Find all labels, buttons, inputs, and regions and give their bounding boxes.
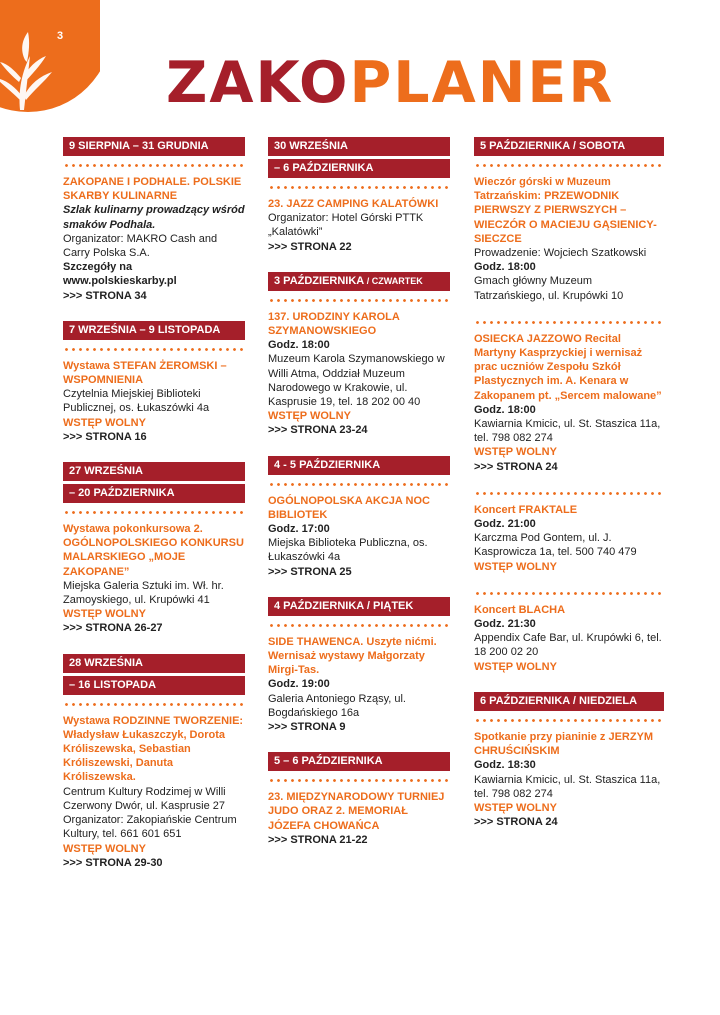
- free-entry-label: WSTĘP WOLNY: [63, 608, 146, 621]
- page-number: 3: [57, 30, 64, 42]
- free-entry-label: WSTĘP WOLNY: [474, 660, 557, 673]
- event-entry: [268, 197, 450, 254]
- event-title: Wystawa STEFAN ŻEROMSKI – WSPOMNIENIA: [63, 359, 227, 387]
- date-header-line: [69, 465, 239, 478]
- event-column-3: [474, 137, 664, 847]
- page-reference: >>> STRONA 22: [268, 240, 352, 253]
- date-header-text: – 16 LISTOPADA: [69, 678, 157, 691]
- event-title: Wieczór górski w Muzeum Tatrzańskim: PRZEWODNIK PIERWSZY Z PIERWSZYCH – WIECZÓR O MACIEJU GĄSIENICY-SIECZCE: [474, 176, 657, 245]
- event-details: Appendix Cafe Bar, ul. Krupówki 6, tel. 18 200 02 20: [474, 632, 662, 659]
- date-header-line: [480, 140, 658, 153]
- logo-part-planer: PLANER: [349, 49, 615, 116]
- event-subtitle: Szlak kulinarny prowadzący wśród smaków Podhala.: [63, 204, 245, 231]
- page-reference: >>> STRONA 24: [474, 816, 558, 829]
- event-entry: [474, 503, 664, 574]
- date-header-text: 5 PAŹDZIERNIKA / SOBOTA: [480, 140, 626, 152]
- event-details: Miejska Biblioteka Publiczna, os. Łukaszówki 4a: [268, 537, 428, 564]
- event-column-1: [63, 137, 245, 888]
- date-section: [63, 137, 245, 303]
- event-time: Godz. 21:00: [474, 518, 536, 531]
- event-title: OSIECKA JAZZOWO Recital Martyny Kasprzyckiej i wernisaż prac uczniów Zespołu Szkół Plastycznych im. A. Kenara w Zakopanem pt. „Sercem malowane”: [474, 332, 662, 402]
- page-reference: >>> STRONA 16: [63, 430, 147, 443]
- date-header-text: 7 WRZEŚNIA – 9 LISTOPADA: [69, 323, 221, 336]
- date-header: [268, 456, 450, 475]
- date-header-line: [69, 657, 239, 670]
- dotted-divider: [474, 492, 664, 495]
- page-reference: >>> STRONA 29-30: [63, 856, 163, 869]
- event-title: OGÓLNOPOLSKA AKCJA NOC BIBLIOTEK: [268, 494, 430, 521]
- free-entry-label: WSTĘP WOLNY: [63, 416, 146, 429]
- date-header-line: [274, 459, 444, 472]
- event-time: Godz. 17:00: [268, 523, 330, 536]
- event-more-info: Szczegóły na www.polskieskarby.pl: [63, 261, 177, 288]
- event-title: Spotkanie przy pianinie z JERZYM CHRUŚCIŃSKIM: [474, 730, 654, 758]
- date-header-line: [274, 275, 444, 288]
- date-header-text: 5 – 6 PAŹDZIERNIKA: [274, 755, 383, 768]
- dotted-divider: [474, 321, 664, 324]
- event-entry: [63, 522, 245, 636]
- event-details: Muzeum Karola Szymanowskiego w Willi Atma, Oddział Muzeum Narodowego w Krakowie, ul. Kasprusie 19, tel. 18 202 00 40: [268, 353, 445, 409]
- date-header-text: 9 SIERPNIA – 31 GRUDNIA: [69, 140, 209, 152]
- date-section: [63, 654, 245, 870]
- dotted-divider: [474, 164, 664, 167]
- date-header: [63, 462, 245, 503]
- event-entry: [474, 730, 664, 829]
- dotted-divider: [474, 719, 664, 722]
- free-entry-label: WSTĘP WOLNY: [474, 801, 557, 814]
- dotted-divider: [63, 348, 245, 351]
- date-section: [474, 692, 664, 829]
- event-entry: [268, 635, 450, 734]
- zakoplaner-logo: [166, 49, 615, 116]
- date-header: [268, 597, 450, 616]
- date-header: [63, 654, 245, 695]
- dotted-divider: [268, 186, 450, 189]
- event-title: Wystawa RODZINNE TWORZENIE: Władysław Łukaszczyk, Dorota Króliszewska, Sebastian Króliszewski, Danuta Króliszewska.: [63, 714, 244, 784]
- free-entry-label: WSTĘP WOLNY: [474, 560, 557, 573]
- dotted-divider: [268, 624, 450, 627]
- date-header-weekday: / CZWARTEK: [364, 275, 423, 286]
- date-header: [268, 272, 450, 291]
- date-header-text: – 6 PAŹDZIERNIKA: [274, 162, 374, 174]
- date-header-text: 4 PAŹDZIERNIKA / PIĄTEK: [274, 599, 414, 612]
- free-entry-label: WSTĘP WOLNY: [268, 410, 351, 423]
- event-details: Miejska Galeria Sztuki im. Wł. hr. Zamoyskiego, ul. Krupówki 41: [63, 579, 224, 607]
- dotted-divider: [268, 779, 450, 782]
- page-reference: >>> STRONA 34: [63, 289, 147, 302]
- event-title: SIDE THAWENCA. Uszyte nićmi. Wernisaż wystawy Małgorzaty Mirgi-Tas.: [268, 635, 437, 677]
- event-title: 23. JAZZ CAMPING KALATÓWKI: [268, 198, 439, 210]
- date-header-text: 4 - 5 PAŹDZIERNIKA: [274, 458, 381, 471]
- event-entry: [474, 175, 664, 303]
- event-details: Organizator: MAKRO Cash and Carry Polska S.A.: [63, 232, 218, 260]
- date-header-line: [480, 695, 658, 708]
- page-reference: >>> STRONA 25: [268, 565, 352, 578]
- date-header: [268, 752, 450, 771]
- date-header-text: – 20 PAŹDZIERNIKA: [69, 487, 175, 500]
- page-reference: >>> STRONA 9: [268, 721, 346, 734]
- date-header-line: [69, 324, 239, 337]
- dotted-divider: [268, 483, 450, 486]
- event-entry: [268, 310, 450, 438]
- date-header-line: [274, 755, 444, 768]
- date-header: [268, 137, 450, 178]
- date-header-text: 3 PAŹDZIERNIKA: [274, 274, 365, 287]
- event-title: ZAKOPANE I PODHALE. POLSKIE SKARBY KULINARNE: [63, 176, 242, 203]
- dotted-divider: [268, 299, 450, 302]
- logo-part-zako: ZAKO: [166, 49, 350, 116]
- event-title: 23. MIĘDZYNARODOWY TURNIEJ JUDO ORAZ 2. MEMORIAŁ JÓZEFA CHOWAŃCA: [268, 791, 445, 832]
- date-header-line: [274, 140, 444, 153]
- date-header: [63, 321, 245, 340]
- dotted-divider: [63, 511, 245, 514]
- page-reference: >>> STRONA 26-27: [63, 622, 163, 635]
- date-header-line: [63, 481, 245, 500]
- event-details: Organizator: Zakopiańskie Centrum Kultury, tel. 661 601 651: [63, 814, 237, 841]
- free-entry-label: WSTĘP WOLNY: [474, 446, 557, 459]
- date-header: [63, 137, 245, 156]
- date-section: [268, 597, 450, 734]
- date-section: [63, 462, 245, 636]
- date-header-line: [268, 156, 450, 175]
- date-header: [474, 692, 664, 711]
- date-header-line: [274, 600, 444, 613]
- event-entry: [63, 175, 245, 303]
- date-section: [63, 321, 245, 444]
- event-details: Galeria Antoniego Rząsy, ul. Bogdańskiego 16a: [268, 692, 406, 719]
- free-entry-label: WSTĘP WOLNY: [63, 842, 146, 855]
- event-details: Kawiarnia Kmicic, ul. St. Staszica 11a, tel. 798 082 274: [474, 773, 661, 800]
- event-time: Godz. 18:00: [474, 261, 536, 274]
- event-time: Godz. 18:30: [474, 759, 536, 772]
- page-reference: >>> STRONA 23-24: [268, 424, 368, 437]
- event-entry: [474, 332, 664, 474]
- event-time: Godz. 18:00: [474, 403, 536, 416]
- event-time: Godz. 19:00: [268, 678, 330, 691]
- date-section: [474, 137, 664, 674]
- event-title: Wystawa pokonkursowa 2. OGÓLNOPOLSKIEGO KONKURSU MALARSKIEGO „MOJE ZAKOPANE”: [63, 523, 244, 578]
- dotted-divider: [63, 703, 245, 706]
- date-header-line: [63, 673, 245, 692]
- date-section: [268, 137, 450, 254]
- event-time: Godz. 18:00: [268, 339, 330, 352]
- event-entry: [268, 494, 450, 579]
- date-section: [268, 752, 450, 847]
- date-section: [268, 272, 450, 438]
- event-entry: [63, 359, 245, 444]
- page-reference: >>> STRONA 21-22: [268, 833, 368, 846]
- event-entry: [63, 714, 245, 870]
- event-details: Karczma Pod Gontem, ul. J. Kasprowicza 1a, tel. 500 740 479: [474, 532, 637, 559]
- dotted-divider: [474, 592, 664, 595]
- date-section: [268, 456, 450, 579]
- event-time: Godz. 21:30: [474, 618, 536, 631]
- event-title: 137. URODZINY KAROLA SZYMANOWSKIEGO: [268, 310, 400, 338]
- date-header-text: 27 WRZEŚNIA: [69, 465, 143, 478]
- event-details: Gmach główny Muzeum Tatrzańskiego, ul. Krupówki 10: [474, 275, 624, 302]
- page-reference: >>> STRONA 24: [474, 460, 558, 473]
- corner-decoration: [0, 0, 100, 120]
- event-column-2: [268, 137, 450, 865]
- event-details: Prowadzenie: Wojciech Szatkowski: [474, 247, 647, 260]
- event-entry: [268, 790, 450, 847]
- event-details: Centrum Kultury Rodzimej w Willi Czerwony Dwór, ul. Kasprusie 27: [63, 785, 226, 812]
- event-details: Czytelnia Miejskiej Biblioteki Publicznej, os. Łukaszówki 4a: [63, 388, 210, 415]
- dotted-divider: [63, 164, 245, 167]
- event-title: Koncert FRAKTALE: [474, 503, 578, 516]
- date-header-text: 28 WRZEŚNIA: [69, 656, 143, 669]
- event-details: Kawiarnia Kmicic, ul. St. Staszica 11a, tel. 798 082 274: [474, 418, 661, 445]
- date-header-text: 6 PAŹDZIERNIKA / NIEDZIELA: [480, 694, 638, 707]
- event-entry: [474, 603, 664, 674]
- event-title: Koncert BLACHA: [474, 603, 566, 616]
- date-header-line: [69, 140, 239, 153]
- date-header-text: 30 WRZEŚNIA: [274, 140, 348, 152]
- date-header: [474, 137, 664, 156]
- event-details: Organizator: Hotel Górski PTTK „Kalatówki”: [268, 212, 424, 239]
